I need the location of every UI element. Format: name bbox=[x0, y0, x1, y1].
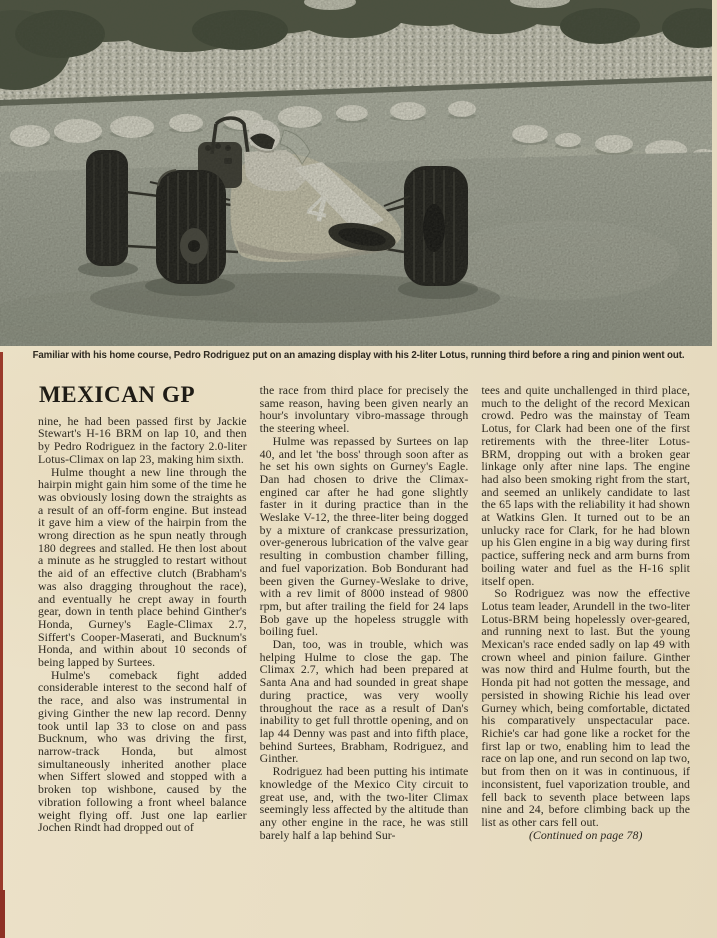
article-body bbox=[38, 384, 690, 841]
photo-caption: Familiar with his home course, Pedro Rodriguez put on an amazing display with his 2-liter Lotus, running third before a ring and pinion went out. bbox=[32, 350, 685, 361]
article-paragraph: Dan, too, was in trouble, which was helping Hulme to close the gap. The Climax 2.7, which had been prepared at Santa Ana and had sounded in great shape during practice, was very woolly throughout the race as a result of Dan's inability to get full throttle opening, and on lap 44 Denny was past and into fifth place, behind Surtees, Brabham, Rodriguez, and Ginther. bbox=[259, 637, 469, 766]
article-column-3 bbox=[481, 384, 690, 841]
photo-grain bbox=[0, 0, 712, 346]
article-column-1 bbox=[38, 384, 247, 841]
article-paragraph: nine, he had been passed first by Jackie Stewart's H-16 BRM on lap 10, and then by Pedro Rodriguez in the factory 2.0-liter Lotus-Climax on lap 23, making him sixth. bbox=[38, 413, 247, 466]
article-paragraph: Hulme's comeback fight added considerable interest to the second half of the race, and also was instrumental in giving Ginther the new lap record. Denny took until lap 33 to close on and pass Bucknum, who was driving the first, narrow-track Honda, but almost simultaneously inherited another place when Siffert slowed and stopped with a broken top wishbone, caused by the vibration following a front wheel balance weight flying off. Just one lap earlier Jochen Rindt had dropped out of bbox=[38, 667, 247, 835]
article-paragraph: Rodriguez had been putting his intimate knowledge of the Mexico City circuit to great use, and, with the two-liter Climax seemingly less affected by the altitude than any other engine in the race, he was still barely half a lap behind Sur- bbox=[259, 764, 469, 842]
article-paragraph: the race from third place for precisely the same reason, having been given nearly an hour's involuntary vibro-massage through the steering wheel. bbox=[259, 383, 469, 436]
race-photo-illustration bbox=[0, 0, 712, 346]
race-photo bbox=[0, 0, 712, 346]
article-paragraph: Hulme was repassed by Surtees on lap 40, and let 'the boss' through soon after as he set his own sights on Gurney's Eagle. Dan had chosen to drive the Climax-engined car after he had gone slightly faster in it during practice than in the Weslake V-12, the three-liter being dogged by a mixture of crankcase pressurization, over-generous lubrication of the valve gear resulting in combustion chamber filling, and fuel vaporization. Bob Bondurant had been given the Gurney-Weslake to drive, with a rev limit of 8000 instead of 9800 rpm, but after trailing the field for 24 laps Bob gave up the hopeless struggle with boiling fuel. bbox=[259, 433, 469, 639]
continued-note: (Continued on page 78) bbox=[528, 827, 643, 842]
page-edge-strip bbox=[0, 352, 3, 892]
article-paragraph: Hulme thought a new line through the hairpin might gain him some of the time he was obviously losing down the straights as a result of an off-form engine. But instead it gave him a view of the hairpin from the wrong direction as he spun neatly through 180 degrees and stalled. He then lost about a minute as he struggled to restart without the aid of an effective clutch (Brabham's was also dragging throughout the race), and eventually he crept away in fourth gear, down in tenth place behind Ginther's Honda, Gurney's Eagle-Climax 2.7, Siffert's Cooper-Maserati, and Bucknum's Honda, and within about 10 seconds of being lapped by Surtees. bbox=[38, 464, 247, 670]
article-paragraph: So Rodriguez was now the effective Lotus team leader, Arundell in the two-liter Lotus-BRM being hopelessly over-geared, and running next to last. But the young Mexican's race ended sadly on lap 49 with crown wheel and pinion failure. Ginther was now third and Hulme fourth, but the Honda pit had not gotten the message, and persisted in showing Richie his lead over Gurney which, being comfortable, dictated his comparatively unspectacular pace. Richie's car had gone like a rocket for the first lap or two, enabling him to lead the race on lap one, and run second on lap two, but from then on it was in continuous, if inconsistent, fuel vaporization trouble, and fell back to seventh place between laps nine and 24, before climbing back up the list as other cars fell out. bbox=[481, 586, 691, 829]
article-title: MEXICAN GP bbox=[39, 382, 196, 407]
page-edge-strip bbox=[0, 890, 5, 938]
article-column-2 bbox=[260, 384, 469, 841]
article-paragraph: tees and quite unchallenged in third place, much to the delight of the record Mexican crowd. Pedro was the mainstay of Team Lotus, for Clark had been one of the first retirements with the three-liter Lotus-BRM, dropping out with a broken gear linkage only after nine laps. The engine had also been smoking right from the start, and seemed an unlikely candidate to last the 65 laps with the reliability it had shown at Watkins Glen. It turned out to be an unlucky race for Clark, for he had blown up his Glen engine in a big way during first pactice, suffering neck and arm burns from boiling water and fuel as the H-16 split itself open. bbox=[481, 383, 691, 588]
